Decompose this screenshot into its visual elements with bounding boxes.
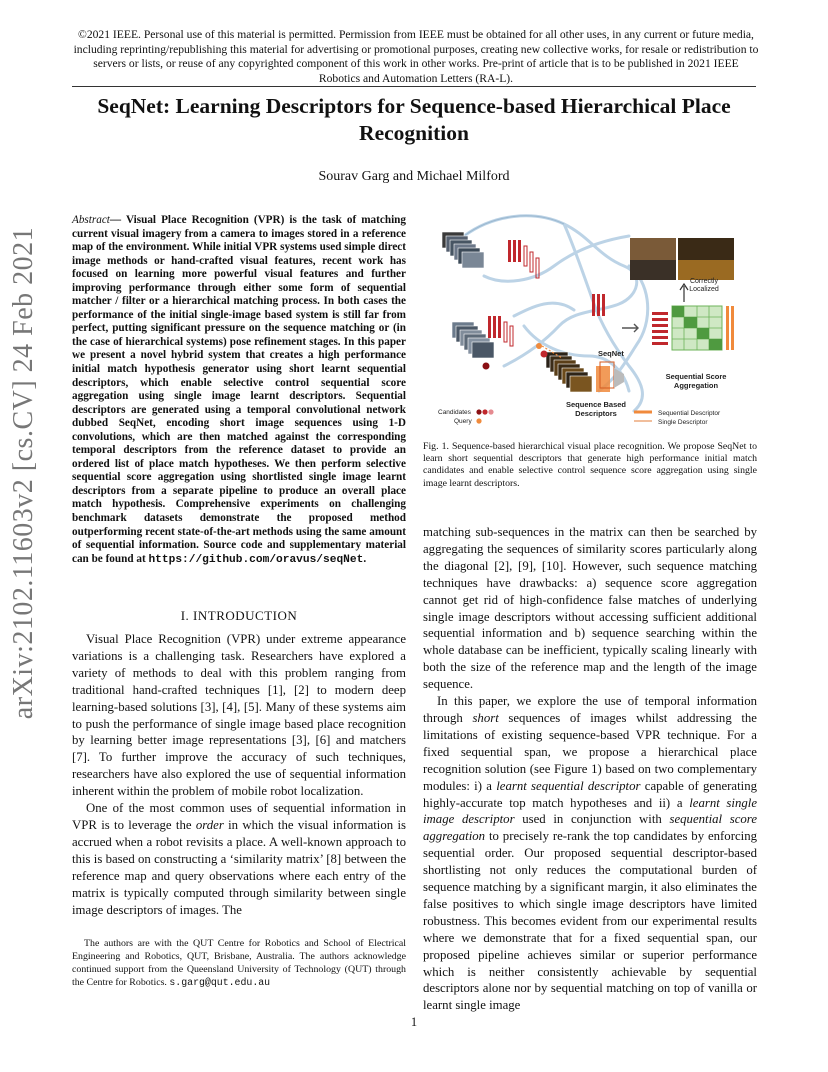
candidates-label: Candidates bbox=[438, 409, 471, 416]
intro-p2-part-b: in which the visual information is accrued when a robot revisits a place. A well-known approach to this is based on constructing a ‘similarity matrix’ [8] between the reference map and query observations where each entry of the matrix is typically computed through similarity between single image descriptors of images. The bbox=[72, 817, 406, 917]
query-label: Query bbox=[454, 418, 472, 425]
up-arrow-icon bbox=[680, 284, 688, 302]
legend-sequential: Sequential Descriptor bbox=[658, 410, 721, 417]
right-arrow-icon bbox=[622, 324, 638, 332]
arxiv-id: arXiv:2102.11603v2 [cs.CV] 24 Feb 2021 bbox=[8, 226, 39, 720]
figure-1 bbox=[424, 206, 756, 430]
query-photo-lights bbox=[678, 260, 734, 280]
page-number: 1 bbox=[410, 1015, 418, 1029]
abstract bbox=[72, 214, 406, 567]
abstract-text: — Visual Place Recognition (VPR) is the task of matching current visual imagery from a camera to images stored in a reference map of the environment. While initial VPR systems used simple direct image methods or hand-crafted visual features, recent work has focused on learning more powerful visual features and further improving performance through either some form of sequential matcher / filter or a hierarchical matching process. In both cases the performance of the initial single-image based system is still far from perfect, putting significant pressure on the sequence matching or (in the case of hierarchical systems) pose refinement stages. In this paper we present a novel hybrid system that creates a high performance initial match hypothesis generator using short learnt sequential descriptors, which enable selective control sequential score aggregation using single image learnt descriptors. Sequential descriptors are generated using a temporal convolutional network dubbed SeqNet, encoding short image sequences using 1-D convolutions, which are then matched against the corresponding temporal descriptors from the reference dataset to provide an ordered list of place match hypotheses. We then perform selective sequential score aggregation using shortlisted single image learnt descriptors from a separate pipeline to produce an overall place match hypothesis. Comprehensive experiments on challenging benchmark datasets demonstrate the proposed method outperforming recent state-of-the-art methods using the same amount of sequential information. Source code and supplementary material can be found at bbox=[72, 214, 406, 565]
descriptor-stack bbox=[652, 312, 668, 345]
author-email[interactable]: s.garg@qut.edu.au bbox=[169, 977, 271, 988]
right-p2-emph-ssa: sequential score aggregation bbox=[423, 812, 757, 844]
seqnet-label: SeqNet bbox=[598, 349, 624, 358]
correctly-label: Correctly bbox=[689, 278, 719, 285]
abstract-end: . bbox=[363, 552, 367, 565]
right-p2-emph-short: short bbox=[472, 710, 499, 725]
right-paragraph-1: matching sub-sequences in the matrix can then be searched by aggregating the sequences of similarity scores particularly along the diagonal [2], [9], [10]. However, such sequence matching techniques have drawbacks: a) sequence score aggregation cannot get rid of high-confidence false matches of underlying single image descriptors without accessing sufficient additional sequential information and b) sequence searching within the whole database can be inefficient, typically scaling linearly with both the size of the reference map and the length of the image sequence. bbox=[423, 525, 757, 692]
query-point bbox=[536, 343, 542, 349]
localized-label: Localized bbox=[689, 286, 719, 293]
arxiv-stamp bbox=[0, 0, 48, 1072]
reference-photo-road bbox=[630, 260, 676, 280]
candidate-point bbox=[483, 363, 490, 370]
intro-paragraph-2 bbox=[72, 800, 406, 918]
sequential-bars bbox=[726, 306, 734, 350]
abstract-label: Abstract bbox=[72, 214, 110, 226]
right-p2-a: In this paper, we explore the use of temporal information through bbox=[423, 694, 757, 725]
seqnet-block bbox=[596, 362, 624, 392]
legend-single: Single Descriptor bbox=[658, 419, 708, 426]
intro-right-column bbox=[423, 524, 757, 1014]
intro-paragraph-1: Visual Place Recognition (VPR) under extreme appearance variations is a challenging task. Researchers have explored a variety of methods to deal with this problem ranging from traditional hand-crafted techniques [1], [2] to modern deep learning-based solutions [3], [4], [5]. Many of these systems aim to push the performance of single image based place recognition by learning better image representations [3], [6] and matchers [7]. To further improve the accuracy of such techniques, researchers have also explored the use of sequential information inherent within the problem of mobile robot localization. bbox=[72, 632, 406, 799]
section-heading-introduction: I. INTRODUCTION bbox=[180, 608, 298, 623]
footnote-text: The authors are with the QUT Centre for Robotics and School of Electrical Engineering and Robotics, QUT, Brisbane, Australia. The authors acknowledge continued support from the Queensland University of Technology (QUT) through the Centre for Robotics. bbox=[72, 938, 406, 988]
descriptors-label: Descriptors bbox=[575, 409, 617, 418]
github-link[interactable]: https://github.com/oravus/seqNet bbox=[148, 553, 364, 566]
aggregation-label: Aggregation bbox=[673, 381, 719, 390]
intro-p2-emph-order: order bbox=[195, 817, 224, 832]
candidate-dot bbox=[476, 409, 481, 414]
intro-p2-part-a: One of the most common uses of sequential information in VPR is to leverage the bbox=[72, 801, 406, 832]
footnote bbox=[72, 937, 406, 989]
right-paragraph-2 bbox=[423, 693, 757, 1014]
paper-title: SeqNet: Learning Descriptors for Sequence-based Hierarchical Place Recognition bbox=[97, 94, 731, 145]
right-p2-b: sequences of images whilst addressing the limitations of existing sequence-based VPR technique. For a fixed sequential span, we propose a hierarchical place recognition solution (see Figure 1) based on two complementary modules: i) a bbox=[423, 710, 757, 793]
candidate-dot bbox=[482, 409, 487, 414]
right-p2-c: capable of generating highly-accurate top match hypotheses and ii) a bbox=[423, 778, 758, 810]
seqnet-arrow bbox=[614, 368, 624, 388]
right-p2-d: used in conjunction with bbox=[514, 812, 670, 827]
image-stack-query bbox=[546, 352, 592, 392]
right-p2-e: to precisely re-rank the top candidates by enforcing sequential order. Our proposed sequential descriptor-based shortlisting not only reduces the computational burden of sequence matching by a significant margin, it also eliminates the false positives to which single image descriptors have limited robustness. This becomes evident from our experimental results where we demonstrate that for a fixed sequential span, our proposed pipeline achieves similar or superior performance which is neither consistently achievable by sequential descriptors alone nor by sequential matching on top of vanilla or learnt single image bbox=[423, 829, 757, 1013]
query-dot bbox=[476, 418, 481, 423]
paper-authors: Sourav Garg and Michael Milford bbox=[318, 169, 510, 184]
figure-caption: Fig. 1. Sequence-based hierarchical visual place recognition. We propose SeqNet to learn short sequential descriptors that generate high performance initial match candidates and enable selective control sequence score aggregation using single image learnt descriptors. bbox=[423, 441, 757, 489]
right-p2-emph-lsd: learnt sequential descriptor bbox=[496, 778, 641, 793]
candidate-dot bbox=[488, 409, 493, 414]
sequence-based-label: Sequence Based bbox=[565, 400, 627, 409]
image-stack-top bbox=[442, 232, 484, 268]
right-p2-emph-lsid: learnt single image descriptor bbox=[423, 795, 757, 827]
image-stack-middle bbox=[452, 322, 494, 358]
candidate-point bbox=[541, 351, 548, 358]
score-grid bbox=[672, 306, 722, 350]
intro-left-column bbox=[72, 631, 406, 918]
copyright-notice: ©2021 IEEE. Personal use of this material is permitted. Permission from IEEE must be obtained for all other uses, in any current or future media, including reprinting/republishing this material for advertising or promotional purposes, creating new collective works, for resale or redistribution to servers or lists, or reuse of any copyrighted component of this work in other works. Pre-print of article that is to be published in 2021 IEEE Robotics and Automation Letters (RA-L). bbox=[73, 28, 759, 85]
sequential-score-label: Sequential Score bbox=[665, 372, 727, 381]
header-rule bbox=[72, 86, 756, 87]
